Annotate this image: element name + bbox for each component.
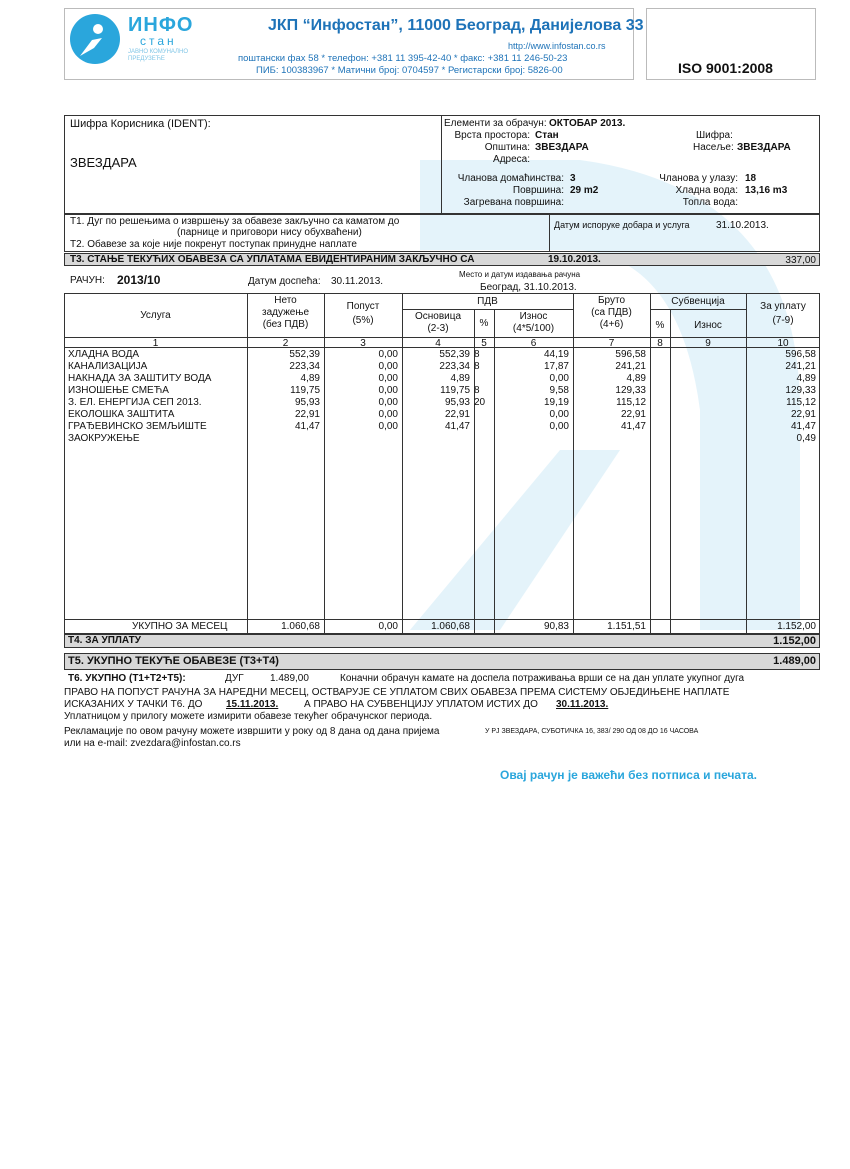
settlement-label: Насеље: xyxy=(693,142,734,153)
col-sub-amount-header: Износ xyxy=(694,320,722,331)
cell-gross: 115,12 xyxy=(616,397,646,408)
cell-pay: 22,91 xyxy=(790,409,816,420)
note-email: или на e-mail: zvezdara@infostan.co.rs xyxy=(64,738,241,749)
period-value: ОКТОБАР 2013. xyxy=(549,118,626,129)
cell-pay: 241,21 xyxy=(785,361,816,372)
cell-gross: 129,33 xyxy=(615,385,646,396)
table-row xyxy=(0,361,850,373)
note-complaints-office: У РЈ ЗВЕЗДАРА, СУБОТИЧКА 16, 383/ 290 ОД 08 ДО 16 ЧАСОВА xyxy=(485,728,699,735)
space-type-value: Стан xyxy=(535,130,559,141)
cell-pdv-amount: 17,87 xyxy=(543,361,569,372)
cold-water-label: Хладна вода: xyxy=(675,185,738,196)
cell-pay: 115,12 xyxy=(786,397,816,408)
company-url[interactable]: http://www.infostan.co.rs xyxy=(508,41,606,51)
col-number: 9 xyxy=(705,338,711,349)
t1-line2: (парнице и приговори нису обухваћени) xyxy=(177,227,362,238)
code-label: Шифра: xyxy=(696,130,733,141)
cell-base: 223,34 xyxy=(439,361,470,372)
col-number: 3 xyxy=(360,338,366,349)
company-ids-line: ПИБ: 100383967 * Матични број: 0704597 * Регистарски број: 5826-00 xyxy=(256,65,563,76)
issue-place-label: Место и датум издавања рачуна xyxy=(459,270,581,279)
note-deadline-date1: 15.11.2013. xyxy=(226,699,279,710)
t3-date: 19.10.2013. xyxy=(548,254,601,265)
cell-discount: 0,00 xyxy=(378,397,398,408)
t4-label: Т4. ЗА УПЛАТУ xyxy=(68,635,141,646)
t4-value: 1.152,00 xyxy=(773,635,816,647)
iso-label: ISO 9001:2008 xyxy=(678,60,773,76)
col-number: 5 xyxy=(481,338,487,349)
cell-service: ЕКОЛОШКА ЗАШТИТА xyxy=(68,409,175,420)
cell-service: ГРАЂЕВИНСКО ЗЕМЉИШТЕ xyxy=(68,421,207,432)
logo-tagline: ЈАВНО КОМУНАЛНО ПРЕДУЗЕЋЕ xyxy=(128,49,188,62)
logo-sub: стан xyxy=(140,34,177,48)
t6-note: Коначни обрачун камате на доспела потраживања врши се на дан уплате укупног дуга xyxy=(340,673,745,684)
cell-pay: 129,33 xyxy=(785,385,816,396)
cell-pay: 596,58 xyxy=(785,349,816,360)
cell-service: З. ЕЛ. ЕНЕРГИЈА СЕП 2013. xyxy=(68,397,202,408)
total-pay: 1.152,00 xyxy=(777,621,816,632)
col-pct-header: % xyxy=(479,318,489,329)
cell-pdv-amount: 9,58 xyxy=(549,385,569,396)
entrance-value: 18 xyxy=(745,173,757,184)
cell-service: ЗАОКРУЖЕЊЕ xyxy=(68,433,140,444)
cell-gross: 22,91 xyxy=(620,409,646,420)
area-value: 29 m2 xyxy=(570,185,599,196)
issue-place-value: Београд, 31.10.2013. xyxy=(480,282,577,293)
cell-discount: 0,00 xyxy=(378,385,398,396)
total-label: УКУПНО ЗА МЕСЕЦ xyxy=(132,621,228,632)
col-number: 1 xyxy=(152,338,159,349)
ident-label: Шифра Корисника (IDENT): xyxy=(70,118,211,130)
cell-net: 22,91 xyxy=(294,409,320,420)
cell-base: 41,47 xyxy=(444,421,470,432)
cell-net: 41,47 xyxy=(294,421,320,432)
cell-pay: 41,47 xyxy=(790,421,816,432)
space-type-label: Врста простора: xyxy=(454,130,530,141)
cell-net: 119,75 xyxy=(290,385,320,396)
cell-discount: 0,00 xyxy=(378,349,398,360)
t4-bar xyxy=(64,634,820,648)
cell-base: 22,91 xyxy=(444,409,470,420)
cell-gross: 241,21 xyxy=(615,361,646,372)
col-base-header: Основица (2-3) xyxy=(414,311,462,334)
cell-gross: 41,47 xyxy=(620,421,646,432)
cell-pdv-amount: 44,19 xyxy=(543,349,569,360)
col-subsidy-header: Субвенција xyxy=(671,296,725,307)
col-discount-header: Попуст (5%) xyxy=(346,301,380,326)
col-number: 4 xyxy=(435,338,441,349)
cell-discount: 0,00 xyxy=(378,421,398,432)
col-amount-header: Износ (4*5/100) xyxy=(512,311,555,334)
table-row xyxy=(0,349,850,361)
cold-water-value: 13,16 m3 xyxy=(745,185,788,196)
company-name: ЈКП “Инфостан”, 11000 Београд, Данијелова 33 xyxy=(268,17,644,34)
municipality-label: Општина: xyxy=(484,142,530,153)
municipality-value: ЗВЕЗДАРА xyxy=(535,142,589,153)
validity-note: Овај рачун је важећи без потписа и печата. xyxy=(500,768,757,782)
cell-service: ИЗНОШЕЊЕ СМЕЋА xyxy=(68,385,169,396)
invoice-label: РАЧУН: xyxy=(70,275,105,286)
note-payment-slip: Уплатницом у прилогу можете измирити обавезе текућег обрачунског периода. xyxy=(64,711,433,722)
cell-base: 95,93 xyxy=(444,397,470,408)
cell-pct: 8 xyxy=(474,361,480,372)
col-service-header: Услуга xyxy=(140,310,171,321)
settlement-value: ЗВЕЗДАРА xyxy=(737,142,791,153)
total-pdv-amount: 90,83 xyxy=(543,621,569,632)
cell-service: НАКНАДА ЗА ЗАШТИТУ ВОДА xyxy=(68,373,212,384)
note-complaints: Рекламације по овом рачуну можете извршити у року од 8 дана од дана пријема xyxy=(64,726,440,737)
customer-name: ЗВЕЗДАРА xyxy=(70,155,137,170)
cell-pct: 20 xyxy=(474,397,486,408)
cell-service: ХЛАДНА ВОДА xyxy=(68,349,140,360)
total-gross: 1.151,51 xyxy=(607,621,646,632)
t6-debt-value: 1.489,00 xyxy=(270,673,309,684)
col-number: 2 xyxy=(282,338,289,349)
entrance-label: Чланова у улазу: xyxy=(659,173,738,184)
cell-pdv-amount: 0,00 xyxy=(549,409,569,420)
cell-pct: 8 xyxy=(474,349,480,360)
t5-label: Т5. УКУПНО ТЕКУЋЕ ОБАВЕЗЕ (Т3+Т4) xyxy=(68,655,279,667)
table-row xyxy=(0,421,850,433)
cell-service: КАНАЛИЗАЦИЈА xyxy=(68,361,148,372)
cell-net: 223,34 xyxy=(289,361,320,372)
logo-word: ИНФО xyxy=(128,14,194,36)
due-date-value: 30.11.2013. xyxy=(331,276,384,287)
t1-line1: Т1. Дуг по решењима о извршењу за обавезе закључно са каматом до xyxy=(70,216,400,227)
note-discount: ПРАВО НА ПОПУСТ РАЧУНА ЗА НАРЕДНИ МЕСЕЦ, ОСТВАРУЈЕ СЕ УПЛАТОМ СВИХ ОБАВЕЗА ПРЕМА СИСТЕМУ ОБЈЕДИЊЕНЕ НАПЛАТЕ xyxy=(64,687,730,698)
cell-gross: 596,58 xyxy=(615,349,646,360)
col-sub-pct-header: % xyxy=(655,320,665,331)
table-row xyxy=(0,397,850,409)
t5-value: 1.489,00 xyxy=(773,655,816,667)
cell-gross: 4,89 xyxy=(626,373,646,384)
cell-pdv-amount: 0,00 xyxy=(549,373,569,384)
delivery-date-value: 31.10.2013. xyxy=(716,220,769,231)
col-number: 8 xyxy=(657,338,663,349)
invoice-number: 2013/10 xyxy=(117,273,161,287)
table-row xyxy=(0,385,850,397)
table-row xyxy=(0,433,850,445)
cell-net: 95,93 xyxy=(294,397,320,408)
col-pay-header: За уплату (7-9) xyxy=(760,301,806,326)
company-contact-line: поштански фах 58 * телефон: +381 11 395-42-40 * факс: +381 11 246-50-23 xyxy=(238,53,568,64)
cell-pdv-amount: 19,19 xyxy=(543,397,569,408)
cell-pay: 4,89 xyxy=(796,373,816,384)
total-base: 1.060,68 xyxy=(431,621,470,632)
note-deadline-b: А ПРАВО НА СУБВЕНЦИЈУ УПЛАТОМ ИСТИХ ДО xyxy=(304,699,538,710)
note-deadline-a: ИСКАЗАНИХ У ТАЧКИ Т6. ДО xyxy=(64,699,203,710)
area-label: Површина: xyxy=(512,185,564,196)
cell-net: 4,89 xyxy=(300,373,320,384)
t6-debt-label: ДУГ xyxy=(225,673,244,684)
cell-pay: 0,49 xyxy=(796,433,816,444)
cell-net: 552,39 xyxy=(289,349,320,360)
address-label: Адреса: xyxy=(493,154,530,165)
cell-base: 552,39 xyxy=(439,349,470,360)
total-discount: 0,00 xyxy=(378,621,398,632)
household-value: 3 xyxy=(570,173,576,184)
household-label: Чланова домаћинства: xyxy=(457,173,564,184)
cell-discount: 0,00 xyxy=(378,361,398,372)
table-row xyxy=(0,373,850,385)
t3-label: Т3. СТАЊЕ ТЕКУЋИХ ОБАВЕЗА СА УПЛАТАМА ЕВИДЕНТИРАНИМ ЗАКЉУЧНО СА xyxy=(70,254,475,265)
col-number: 6 xyxy=(530,338,537,349)
cell-base: 4,89 xyxy=(450,373,470,384)
due-date-label: Датум доспећа: xyxy=(248,276,321,287)
delivery-date-label: Датум испоруке добара и услуга xyxy=(554,220,690,230)
infostan-logo-icon xyxy=(70,14,120,64)
col-number: 7 xyxy=(608,338,615,349)
cell-base: 119,75 xyxy=(440,385,470,396)
table-row xyxy=(0,409,850,421)
cell-discount: 0,00 xyxy=(378,373,398,384)
heated-area-label: Загревана површина: xyxy=(463,197,564,208)
total-net: 1.060,68 xyxy=(281,621,320,632)
col-gross-header: Бруто (са ПДВ) (4+6) xyxy=(591,295,632,330)
col-pdv-header: ПДВ xyxy=(477,296,498,307)
note-deadline-date2: 30.11.2013. xyxy=(556,699,609,710)
cell-discount: 0,00 xyxy=(378,409,398,420)
col-number: 10 xyxy=(777,338,789,349)
cell-pdv-amount: 0,00 xyxy=(549,421,569,432)
t3-amount: 337,00 xyxy=(785,255,816,266)
t6-label: Т6. УКУПНО (Т1+Т2+Т5): xyxy=(68,673,186,684)
col-net-header: Нето задужење (без ПДВ) xyxy=(261,295,310,330)
cell-pct: 8 xyxy=(474,385,480,396)
hot-water-label: Топла вода: xyxy=(682,197,738,208)
period-label: Елементи за обрачун: xyxy=(444,118,547,129)
t2-label: Т2. Обавезе за које није покренут поступак принудне наплате xyxy=(70,239,357,250)
